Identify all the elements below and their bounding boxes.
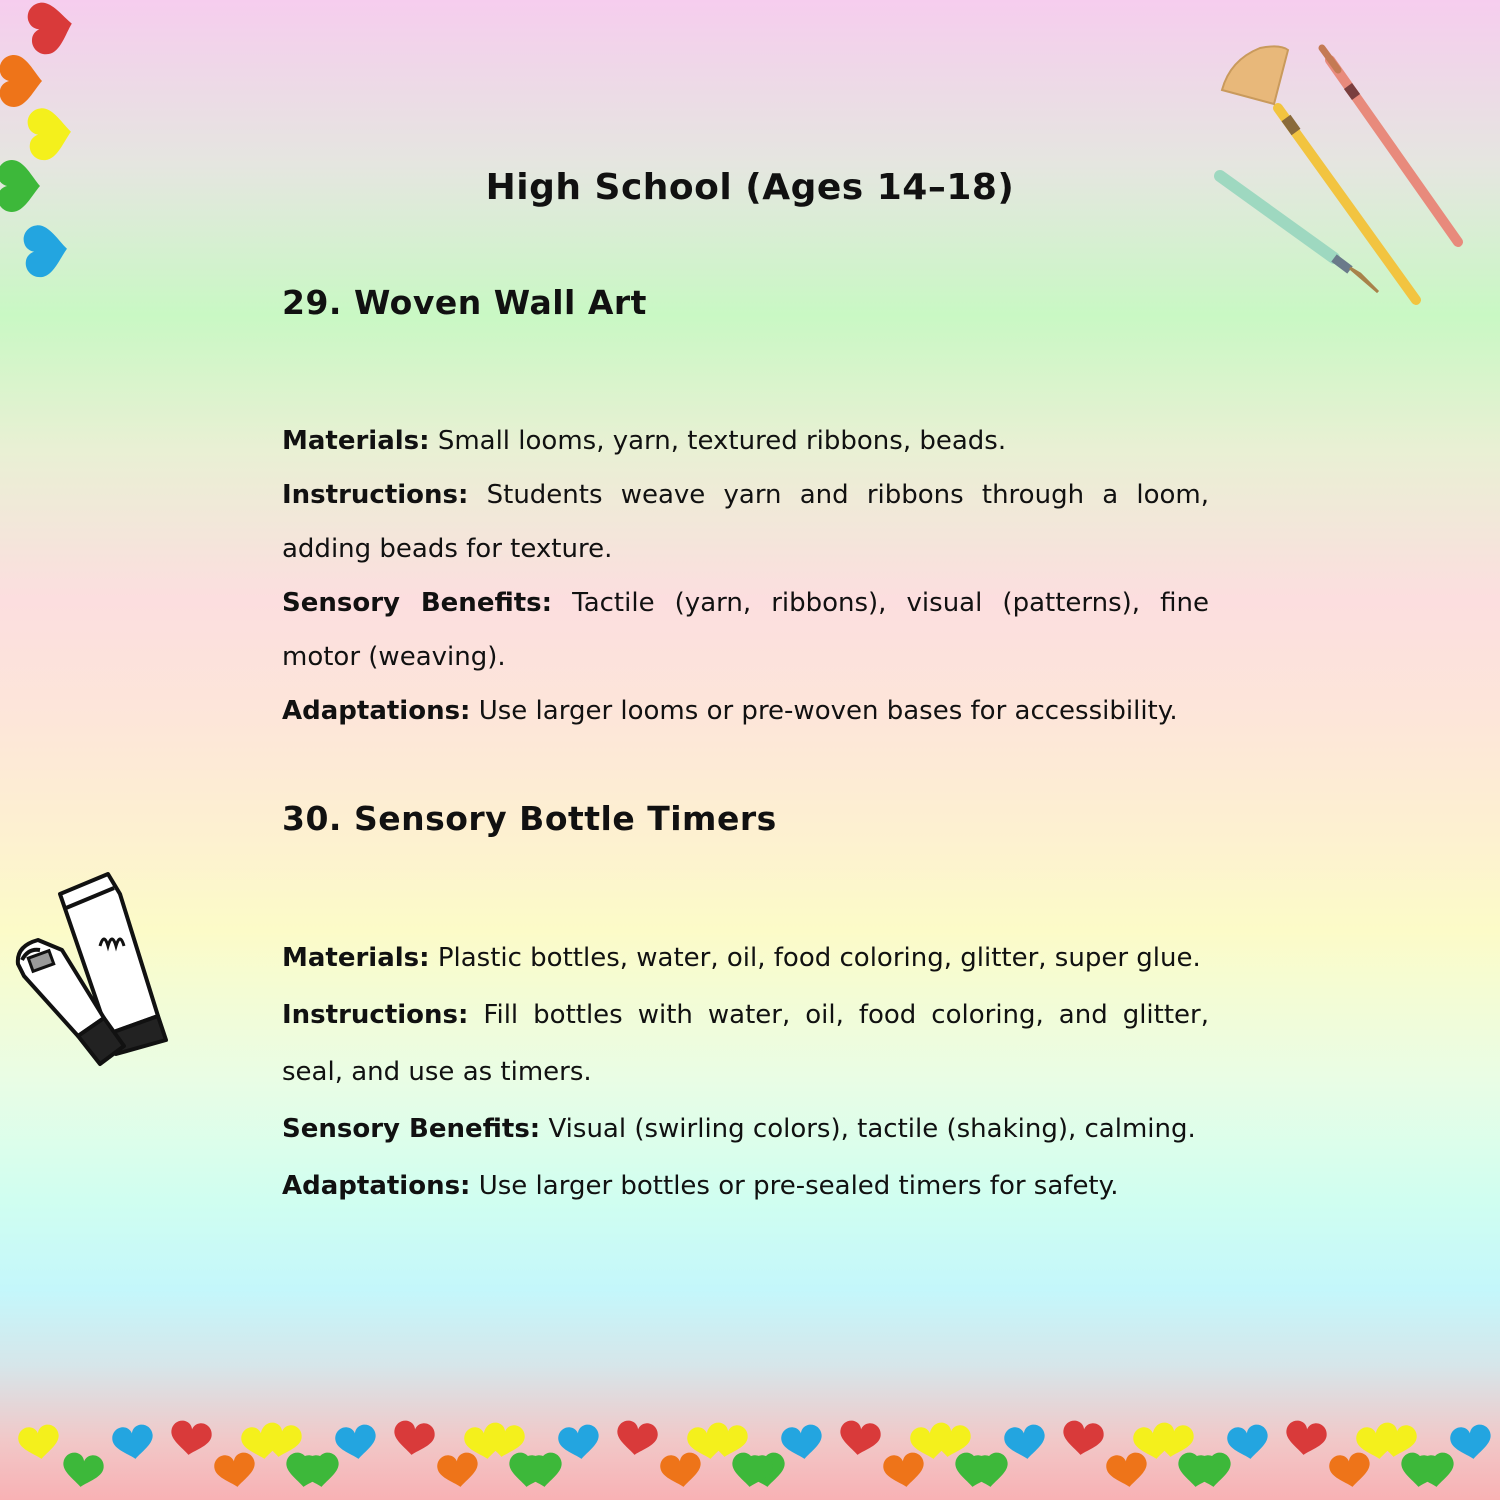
heart-icon: [22, 223, 69, 278]
instructions-text: Fill bottles with water, oil, food coloring, and glitter, seal, and use as timers.: [282, 1000, 1209, 1087]
adaptations-label: Adaptations:: [282, 696, 471, 726]
heart-icon: [0, 55, 42, 107]
heart-icon: [60, 1451, 105, 1489]
hearts-column-icon: [0, 0, 100, 290]
materials-line: [282, 414, 1209, 468]
benefits-text: Visual (swirling colors), tactile (shaking), calming.: [548, 1114, 1196, 1144]
activity-heading: 29. Woven Wall Art: [282, 283, 647, 322]
benefits-label: Sensory Benefits:: [282, 1114, 541, 1144]
instructions-line: [282, 468, 1209, 576]
heart-icon: [614, 1419, 659, 1457]
heart-icon: [213, 1451, 258, 1489]
heart-icon: [1449, 1423, 1494, 1461]
heart-icon: [837, 1419, 882, 1457]
heart-icon: [1226, 1423, 1271, 1461]
heart-icon: [111, 1423, 156, 1461]
hearts-border-icon: [0, 1418, 1500, 1500]
materials-text: Plastic bottles, water, oil, food coloring, glitter, super glue.: [437, 943, 1201, 973]
activity-29: [282, 283, 1209, 738]
activity-heading: 30. Sensory Bottle Timers: [282, 799, 777, 838]
materials-line: [282, 930, 1209, 987]
materials-label: Materials:: [282, 426, 430, 456]
heart-icon: [780, 1423, 825, 1461]
heart-icon: [168, 1419, 213, 1457]
heart-icon: [659, 1451, 704, 1489]
paint-tubes-icon: [8, 868, 178, 1083]
heart-icon: [334, 1423, 379, 1461]
heart-icon: [1060, 1419, 1105, 1457]
adaptations-text: Use larger looms or pre-woven bases for accessibility.: [478, 696, 1178, 726]
adaptations-text: Use larger bottles or pre-sealed timers for safety.: [478, 1171, 1119, 1201]
instructions-text: Students weave yarn and ribbons through a loom, adding beads for texture.: [282, 480, 1210, 564]
instructions-label: Instructions:: [282, 1000, 469, 1030]
adaptations-line: [282, 684, 1209, 738]
benefits-line: [282, 1101, 1209, 1158]
activity-30: [282, 799, 1209, 1215]
materials-text: Small looms, yarn, textured ribbons, beads.: [437, 426, 1007, 456]
page-title: High School (Ages 14–18): [485, 167, 1015, 209]
heart-icon: [26, 0, 77, 57]
heart-icon: [391, 1419, 436, 1457]
heart-icon: [1105, 1451, 1150, 1489]
heart-icon: [557, 1423, 602, 1461]
heart-icon: [882, 1451, 927, 1489]
heart-icon: [1003, 1423, 1048, 1461]
materials-label: Materials:: [282, 943, 430, 973]
instructions-label: Instructions:: [282, 480, 469, 510]
heart-icon: [1283, 1419, 1328, 1457]
heart-icon: [17, 1423, 62, 1461]
heart-icon: [1328, 1451, 1373, 1489]
adaptations-line: [282, 1158, 1209, 1215]
adaptations-label: Adaptations:: [282, 1171, 471, 1201]
heart-icon: [26, 106, 73, 161]
benefits-line: [282, 576, 1209, 684]
benefits-text: Tactile (yarn, ribbons), visual (patterns), fine motor (weaving).: [282, 588, 1209, 672]
heart-icon: [436, 1451, 481, 1489]
instructions-line: [282, 987, 1209, 1101]
benefits-label: Sensory Benefits:: [282, 588, 553, 618]
